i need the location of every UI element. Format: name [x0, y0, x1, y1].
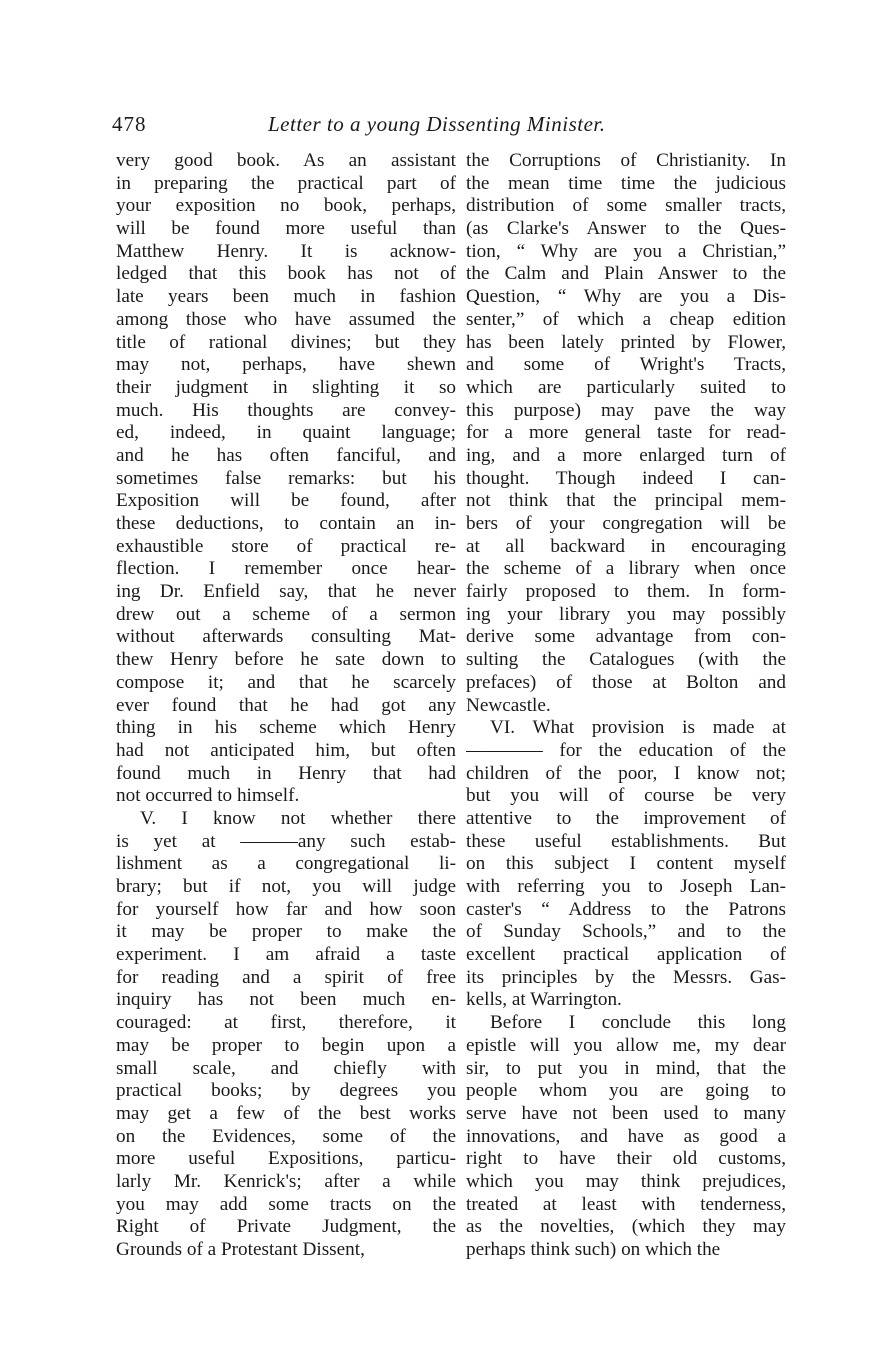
text-line: its principles by the Messrs. Gas-	[466, 966, 786, 988]
text-line: their judgment in slighting it so	[116, 376, 456, 398]
text-line: which are particularly suited to	[466, 376, 786, 398]
text-line: these useful establishments. But	[466, 830, 786, 852]
text-line: flection. I remember once hear-	[116, 558, 456, 580]
text-line: with referring you to Joseph Lan-	[466, 876, 786, 897]
text-line: in preparing the practical part of	[116, 172, 456, 194]
text-line: ing Dr. Enfield say, that he never	[116, 581, 456, 603]
text-line: ed, indeed, in quaint language;	[116, 422, 456, 444]
text-line: on this subject I content myself	[466, 853, 786, 875]
text-line: thew Henry before he sate down to	[116, 649, 456, 671]
text-line: VI. What provision is made at	[490, 717, 786, 739]
text-line: and some of Wright's Tracts,	[466, 354, 786, 376]
text-line: more useful Expositions, particu-	[116, 1148, 456, 1170]
text-line: brary; but if not, you will judge	[116, 876, 456, 897]
text-line: you may add some tracts on the	[116, 1193, 456, 1215]
page-number: 478	[112, 112, 147, 136]
text-line: much. His thoughts are convey-	[116, 399, 456, 421]
text-line: the Corruptions of Christianity. In	[466, 150, 786, 171]
text-line: V. I know not whether there	[140, 807, 456, 829]
text-line: practical books; by degrees you	[116, 1080, 456, 1102]
text-line: caster's “ Address to the Patrons	[466, 898, 786, 920]
text-line: found much in Henry that had	[116, 762, 456, 784]
text-line: Right of Private Judgment, the	[116, 1216, 456, 1238]
text-line: fairly proposed to them. In form-	[466, 581, 786, 603]
text-line: derive some advantage from con-	[466, 626, 786, 648]
left-column	[116, 150, 456, 1262]
text-line: and he has often fanciful, and	[116, 444, 456, 466]
text-line: of Sunday Schools,” and to the	[466, 921, 786, 943]
text-line: may be proper to begin upon a	[116, 1034, 456, 1056]
text-line: prefaces) of those at Bolton and	[466, 671, 786, 693]
text-line: ———— for the education of the	[466, 739, 786, 761]
text-line: Grounds of a Protestant Dissent,	[116, 1239, 365, 1260]
right-column	[466, 150, 786, 1262]
text-line: late years been much in fashion	[116, 286, 456, 308]
text-line: children of the poor, I know not;	[466, 762, 786, 784]
text-line: excellent practical application of	[466, 944, 786, 966]
text-line: small scale, and chiefly with	[116, 1057, 456, 1079]
text-line: kells, at Warrington.	[466, 989, 622, 1011]
text-line: may not, perhaps, have shewn	[116, 354, 456, 376]
text-line: without afterwards consulting Mat-	[116, 626, 456, 648]
text-line: will be found more useful than	[116, 218, 456, 240]
text-line: sir, to put you in mind, that the	[466, 1057, 786, 1079]
text-line: larly Mr. Kenrick's; after a while	[116, 1170, 456, 1192]
text-line: exhaustible store of practical re-	[116, 535, 456, 557]
text-line: compose it; and that he scarcely	[116, 671, 456, 693]
text-line: sulting the Catalogues (with the	[466, 649, 786, 671]
text-line: for reading and a spirit of free	[116, 966, 456, 988]
text-line: innovations, and have as good a	[466, 1125, 786, 1147]
text-line: thought. Though indeed I can-	[466, 467, 786, 489]
text-line: for a more general taste for read-	[466, 422, 786, 444]
text-line: the mean time time the judicious	[466, 172, 786, 194]
text-line: not occurred to himself.	[116, 785, 300, 807]
text-line: ever found that he had got any	[116, 694, 456, 716]
text-line: Before I conclude this long	[490, 1012, 786, 1034]
text-line: thing in his scheme which Henry	[116, 717, 456, 739]
text-line: couraged: at first, therefore, it	[116, 1012, 456, 1034]
text-line: epistle will you allow me, my dear	[466, 1034, 786, 1056]
text-line: it may be proper to make the	[116, 921, 456, 943]
text-line: the Calm and Plain Answer to the	[466, 263, 786, 285]
text-line: these deductions, to contain an in-	[116, 513, 456, 534]
text-line: bers of your congregation will be	[466, 513, 786, 534]
text-line: Matthew Henry. It is acknow-	[116, 240, 456, 262]
text-line: sometimes false remarks: but his	[116, 467, 456, 489]
text-line: which you may think prejudices,	[466, 1170, 786, 1192]
text-line: this purpose) may pave the way	[466, 399, 786, 421]
running-title: Letter to a young Dissenting Minister.	[268, 112, 606, 136]
text-line: inquiry has not been much en-	[116, 989, 456, 1011]
text-line: had not anticipated him, but often	[116, 739, 456, 761]
page-header	[112, 112, 786, 142]
text-line: very good book. As an assistant	[116, 150, 456, 171]
text-line: ing your library you may possibly	[466, 603, 786, 625]
text-line: Question, “ Why are you a Dis-	[466, 286, 786, 308]
text-line: Exposition will be found, after	[116, 490, 456, 512]
text-line: perhaps think such) on which the	[466, 1239, 721, 1260]
text-line: title of rational divines; but they	[116, 331, 456, 353]
text-line: at all backward in encouraging	[466, 535, 786, 557]
text-line: ledged that this book has not of	[116, 263, 456, 285]
text-line: people whom you are going to	[466, 1080, 786, 1102]
text-line: for yourself how far and how soon	[116, 898, 456, 920]
text-line: but you will of course be very	[466, 785, 786, 807]
text-line: has been lately printed by Flower,	[466, 331, 786, 353]
text-line: experiment. I am afraid a taste	[116, 944, 456, 966]
text-line: drew out a scheme of a sermon	[116, 603, 456, 625]
text-line: among those who have assumed the	[116, 308, 456, 330]
text-line: serve have not been used to many	[466, 1102, 786, 1124]
text-line: senter,” of which a cheap edition	[466, 308, 786, 330]
text-line: is yet at ———any such estab-	[116, 830, 456, 852]
text-line: tion, “ Why are you a Christian,”	[466, 240, 786, 262]
text-line: (as Clarke's Answer to the Ques-	[466, 218, 786, 240]
text-line: ing, and a more enlarged turn of	[466, 444, 786, 466]
text-line: as the novelties, (which they may	[466, 1216, 786, 1238]
text-line: not think that the principal mem-	[466, 490, 786, 512]
text-line: treated at least with tenderness,	[466, 1193, 786, 1215]
text-line: Newcastle.	[466, 694, 551, 716]
text-line: may get a few of the best works	[116, 1102, 456, 1124]
text-line: attentive to the improvement of	[466, 807, 786, 829]
text-line: right to have their old customs,	[466, 1148, 786, 1170]
text-line: on the Evidences, some of the	[116, 1125, 456, 1147]
text-line: your exposition no book, perhaps,	[116, 195, 456, 217]
text-line: distribution of some smaller tracts,	[466, 195, 786, 217]
text-line: lishment as a congregational li-	[116, 853, 456, 875]
text-line: the scheme of a library when once	[466, 558, 786, 580]
